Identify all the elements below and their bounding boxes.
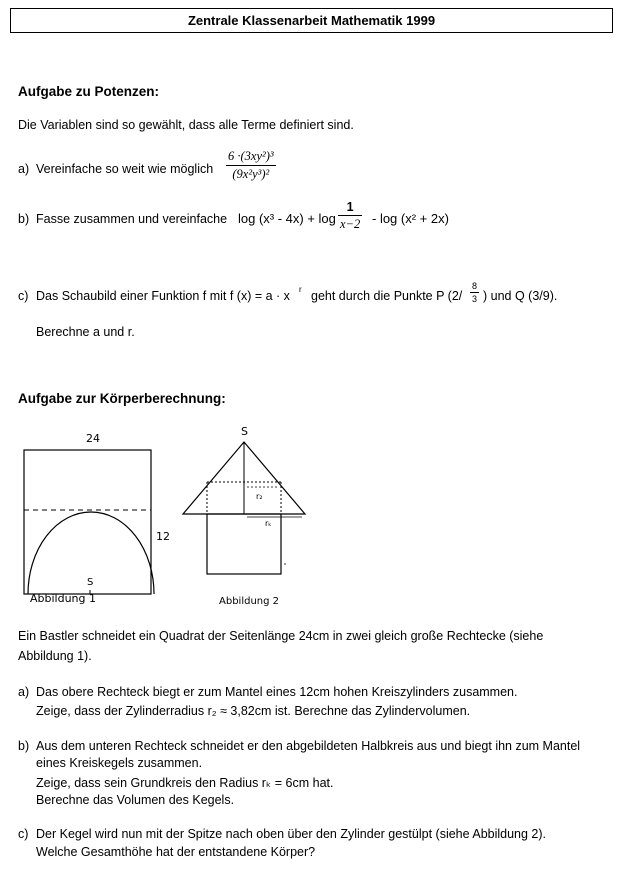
figure1-caption: Abbildung 1 [30, 592, 97, 605]
koerper-c-line1: Der Kegel wird nun mit der Spitze nach oben über den Zylinder gestülpt (siehe Abbildung 2). [36, 827, 547, 841]
task-c-p-den: 3 [472, 294, 478, 304]
task-b-frac-den: x−2 [340, 217, 361, 231]
fraction-bar [226, 165, 276, 166]
figure2-rz-label: r₂ [256, 492, 263, 501]
figure2-rk-label: rₖ [265, 519, 272, 528]
koerper-b-line3: Zeige, dass sein Grundkreis den Radius rₖ = 6cm hat. [36, 776, 334, 790]
task-b-label: b) [18, 212, 30, 226]
koerper-intro-line2: Abbildung 1). [18, 649, 92, 663]
koerper-a-line2: Zeige, dass der Zylinderradius r₂ ≈ 3,82cm ist. Berechne das Zylindervolumen. [36, 704, 471, 718]
task-c-instruction: Berechne a und r. [36, 325, 135, 339]
figure2-apex-label: S [241, 425, 248, 438]
figure1-point-label: S [87, 577, 94, 588]
task-b-frac-num: 1 [346, 200, 354, 214]
task-b-term1: log (x³ - 4x) + log [238, 211, 336, 226]
section-heading-potenzen: Aufgabe zu Potenzen: [18, 84, 159, 99]
figure1-side-label: 12 [156, 530, 170, 543]
task-b-term2: - log (x² + 2x) [372, 211, 449, 226]
task-c-label: c) [18, 289, 29, 303]
task-a-numerator: 6 ·(3xy²)³ [228, 149, 274, 163]
task-c-text-mid: geht durch die Punkte P (2/ [311, 289, 463, 303]
koerper-intro-line1: Ein Bastler schneidet ein Quadrat der Seitenlänge 24cm in zwei gleich große Rechtecke (siehe [18, 629, 544, 643]
potenzen-intro: Die Variablen sind so gewählt, dass alle Terme definiert sind. [18, 118, 354, 132]
task-a-label: a) [18, 162, 30, 176]
task-c-exponent: r [299, 285, 302, 294]
koerper-c-label: c) [18, 827, 29, 841]
square-outline [24, 450, 151, 594]
koerper-b-line4: Berechne das Volumen des Kegels. [36, 793, 235, 807]
koerper-b-line2: eines Kreiskegels zusammen. [36, 756, 203, 770]
figure-1 [0, 420, 200, 615]
task-a-denominator: (9x²y³)² [232, 167, 270, 181]
fraction-bar [470, 292, 479, 293]
task-b-text: Fasse zusammen und vereinfache [36, 212, 228, 226]
task-a-text: Vereinfache so weit wie möglich [36, 162, 214, 176]
koerper-a-line1: Das obere Rechteck biegt er zum Mantel eines 12cm hohen Kreiszylinders zusammen. [36, 685, 518, 699]
figure2-caption: Abbildung 2 [219, 596, 280, 607]
fraction-bar [338, 215, 362, 216]
task-c-p-num: 8 [472, 281, 478, 291]
koerper-c-line2: Welche Gesamthöhe hat der entstandene Körper? [36, 845, 316, 859]
page-title [10, 8, 613, 33]
task-c-text-before: Das Schaubild einer Funktion f mit f (x) = a · x [36, 289, 290, 303]
koerper-b-label: b) [18, 739, 30, 753]
section-heading-koerper: Aufgabe zur Körperberechnung: [18, 391, 226, 406]
koerper-a-label: a) [18, 685, 30, 699]
task-c-text-after: ) und Q (3/9). [483, 289, 558, 303]
koerper-b-line1: Aus dem unteren Rechteck schneidet er den abgebildeten Halbkreis aus und biegt ihn zum Mantel [36, 739, 581, 753]
figure-2 [175, 420, 325, 615]
title-text: Zentrale Klassenarbeit Mathematik 1999 [187, 13, 436, 28]
task-c-point-fraction [470, 281, 479, 304]
task-b-fraction [338, 200, 362, 232]
task-a-fraction [226, 149, 276, 182]
figure1-top-label: 24 [86, 432, 100, 445]
